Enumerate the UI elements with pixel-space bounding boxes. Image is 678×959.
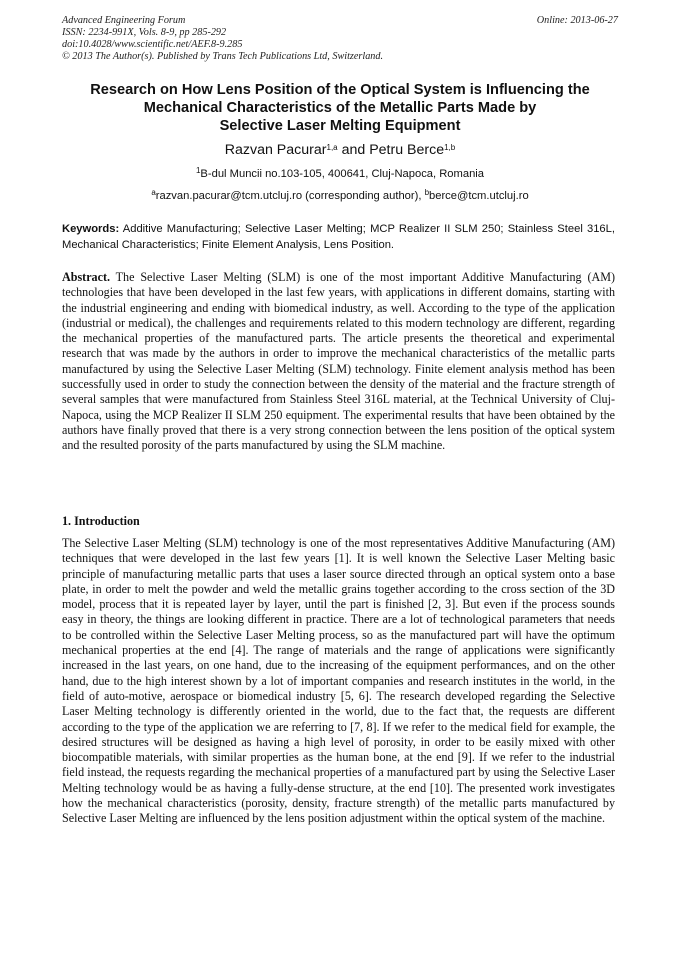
paper-title xyxy=(40,81,640,135)
title-line-3: Selective Laser Melting Equipment xyxy=(219,118,461,134)
title-line-2: Mechanical Characteristics of the Metallic Parts Made by xyxy=(143,100,537,116)
author-1-marker: 1,a xyxy=(326,143,338,152)
keywords-block xyxy=(62,222,615,253)
email-b[interactable]: berce@tcm.utcluj.ro xyxy=(429,190,529,202)
author-2: Petru Berce xyxy=(369,142,445,158)
abstract-block xyxy=(62,270,615,454)
affiliation-marker: 1 xyxy=(195,166,201,175)
email-a-marker: a xyxy=(151,188,156,197)
author-1: Razvan Pacurar xyxy=(224,142,327,158)
affiliation-text: B-dul Muncii no.103-105, 400641, Cluj-Napoca, Romania xyxy=(200,168,485,180)
abstract-label: Abstract. xyxy=(62,270,111,284)
online-date: Online: 2013-06-27 xyxy=(536,15,618,26)
section-heading-introduction: 1. Introduction xyxy=(62,514,140,528)
doi: doi:10.4028/www.scientific.net/AEF.8-9.285 xyxy=(62,39,243,50)
introduction-paragraph: The Selective Laser Melting (SLM) technology is one of the most representatives Additive Manufacturing (AM) techniques that were developed in the last few years [1]. It is well known the Selective Laser Melting basic principle of manufacturing metallic parts that uses a laser source directed through an optical system onto a base plate, in order to melt the powder and weld the metallic grains together according to the cross section of the 3D model, process that it is repeated layer by layer, until the part is finished [2, 3]. But even if the process sounds easy in theory, the things are looking different in practice. There are a lot of technological parameters that needs to be controlled within the Selective Laser Melting process, so as the manufactured part will have the optimum mechanical properties at the end [4]. The range of materials and the range of applications were significantly increased in the last years, on one hand, due to the increasing of the equipment performances, and on the other hand, due to the high interest shown by a lot of important companies and research institutes in the world, in the field of auto-motive, aerospace or biomedical industry [5, 6]. The research developed regarding the Selective Laser Melting technology is differently oriented in the world, due to the fact that, the requests are different according to the type of the application we are referring to [7, 8]. If we refer to the medical field for example, the desired structures will be designed as having a high level of porosity, in order to be easily mixed with other biocompatible materials, with similar properties as the human bone, at the end [9]. If we refer to the industrial field instead, the requests regarding the mechanical properties of a manufactured part by using the Selective Laser Melting technology would be as having a fully-dense structure, at the end [10]. The presented work investigates how the mechanical characteristics (porosity, density, fracture strength) of the metallic parts manufactured by Selective Laser Melting are influenced by the lens position adjustment within the optical system of the machine. xyxy=(62,536,615,826)
issn-volume: ISSN: 2234-991X, Vols. 8-9, pp 285-292 xyxy=(62,27,227,38)
keywords-label: Keywords: xyxy=(62,223,120,235)
abstract-text: The Selective Laser Melting (SLM) is one of the most important Additive Manufacturing (AM) technologies that have been developed in the last few years, with applications in different domains, starting with the industrial engineering and ending with biomedical industry, as well. According to the type of the application (industrial or medical), the challenges and requirements related to this modern technology are different, regarding the mechanical properties of the manufactured parts. The article presents the theoretical and experimental research that was made by the authors in order to improve the mechanical characteristics of the metallic parts manufactured by using the Selective Laser Melting (SLM) technology. Finite element analysis method has been successfully used in order to study the connection between the density of the material and the fracture strength of several samples that were manufactured from Stainless Steel 316L material, at the Technical University of Cluj-Napoca, using the MCP Realizer II SLM 250 equipment. The experimental results that have been obtained by the authors have finally proved that there is a very strong connection between the lens position of the optical system and the resulted porosity of the parts manufactured by using the SLM machine. xyxy=(62,270,615,453)
email-b-marker: b xyxy=(424,188,430,197)
introduction-body xyxy=(62,536,615,827)
header-metadata xyxy=(62,15,618,63)
journal-name: Advanced Engineering Forum xyxy=(62,15,186,26)
author-connector: and xyxy=(337,142,370,158)
affiliation xyxy=(40,167,640,181)
email-a[interactable]: razvan.pacurar@tcm.utcluj.ro xyxy=(155,190,303,202)
keywords-text: Additive Manufacturing; Selective Laser Melting; MCP Realizer II SLM 250; Stainless Steel 316L, Mechanical Characteristics; Finite Element Analysis, Lens Position. xyxy=(62,223,615,251)
email-a-note: (corresponding author), xyxy=(302,190,425,202)
author-list xyxy=(40,141,640,159)
copyright: © 2013 The Author(s). Published by Trans Tech Publications Ltd, Switzerland. xyxy=(62,51,384,62)
author-emails xyxy=(40,189,640,203)
title-line-1: Research on How Lens Position of the Optical System is Influencing the xyxy=(90,82,590,98)
author-2-marker: 1,b xyxy=(444,143,456,152)
